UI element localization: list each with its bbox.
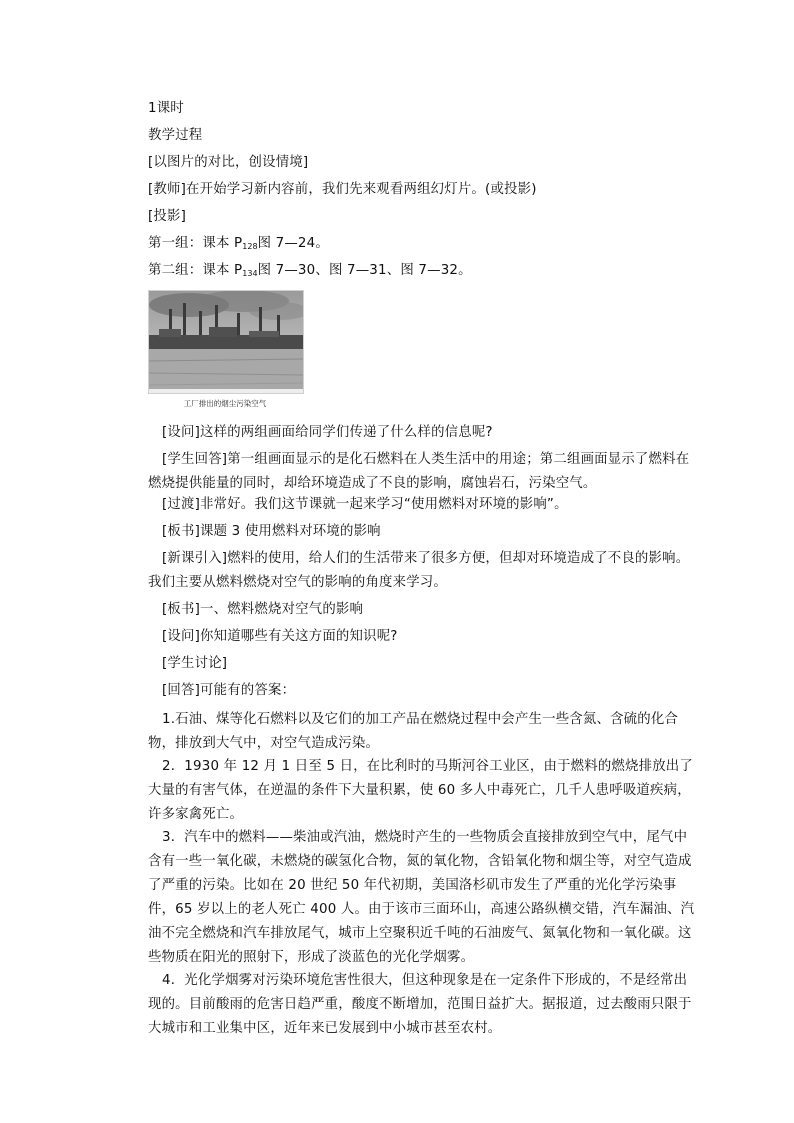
transition-paragraph: [过渡]非常好。我们这节课就一起来学习“使用燃料对环境的影响”。 (162, 497, 568, 512)
student-answer-paragraph: [学生回答]第一组画面显示的是化石燃料在人类生活中的用途；第二组画面显示了燃料在燃烧提供能量的同时，却给环境造成了不良的影响，腐蚀岩石，污染空气。 (148, 452, 690, 491)
board-title-paragraph: [板书]课题 3 使用燃料对环境的影响 (162, 524, 381, 539)
answer-item-3: 3．汽车中的燃料——柴油或汽油，燃烧时产生的一些物质会直接排放到空气中，尾气中含有一些一氧化碳，未燃烧的碳氢化合物，氮的氧化物，含铅氧化物和烟尘等，对空气造成了严重的污染。比如在 20 世纪 50 年代初期，美国洛杉矶市发生了严重的光化学污染事件，65 岁以上的老人死亡 400 人。由于该市三面环山，高速公路纵横交错，汽车漏油、汽油不完全燃烧和汽车排放尾气，城市上空聚积近千吨的石油废气、氮氧化物和一氧化碳。这些物质在阳光的照射下，形成了淡蓝色的光化学烟雾。 (148, 830, 695, 965)
answer-item-1: 1.石油、煤等化石燃料以及它们的加工产品在燃烧过程中会产生一些含氮、含硫的化合物，排放到大气中，对空气造成污染。 (148, 712, 679, 751)
activity-label: [以图片的对比，创设情境] (148, 155, 309, 170)
section-heading: 教学过程 (148, 128, 203, 143)
board-section-paragraph: [板书]一、燃料燃烧对空气的影响 (162, 602, 364, 617)
question-paragraph: [设问]这样的两组画面给同学们传递了什么样的信息呢? (162, 425, 493, 440)
teacher-line: [教师]在开始学习新内容前，我们先来观看两组幻灯片。(或投影) (148, 182, 537, 197)
lesson-count: 1课时 (148, 101, 184, 116)
figure-caption: 工厂排出的烟尘污染空气 (183, 399, 267, 408)
group-two-line: 第二组：课本 $P_{134}$图 7—30、图 7—31、图 7—32。 (148, 263, 472, 278)
answer-item-4: 4．光化学烟雾对污染环境危害性很大，但这种现象是在一定条件下形成的，不是经常出现的。目前酸雨的危害日趋严重，酸度不断增加，范围日益扩大。据报道，过去酸雨只限于大城市和工业集中区，近年来已发展到中小城市甚至农村。 (148, 973, 692, 1036)
answer-intro: [回答]可能有的答案： (162, 683, 296, 698)
discussion-label: [学生讨论] (162, 656, 228, 671)
factory-smoke-photo (148, 290, 304, 394)
question-two-paragraph: [设问]你知道哪些有关这方面的知识呢? (162, 629, 398, 644)
projection-label: [投影] (148, 209, 187, 224)
answer-item-2: 2．1930 年 12 月 1 日至 5 日，在比利时的马斯河谷工业区，由于燃料的燃烧排放出了大量的有害气体，在逆温的条件下大量积累，使 60 多人中毒死亡，几千人患呼吸道疾病，许多家禽死亡。 (148, 759, 693, 822)
new-lesson-paragraph: [新课引入]燃料的使用，给人们的生活带来了很多方便，但却对环境造成了不良的影响。我们主要从燃料燃烧对空气的影响的角度来学习。 (148, 551, 690, 590)
group-one-line: 第一组：课本 $P_{128}$图 7—24。 (148, 236, 329, 251)
